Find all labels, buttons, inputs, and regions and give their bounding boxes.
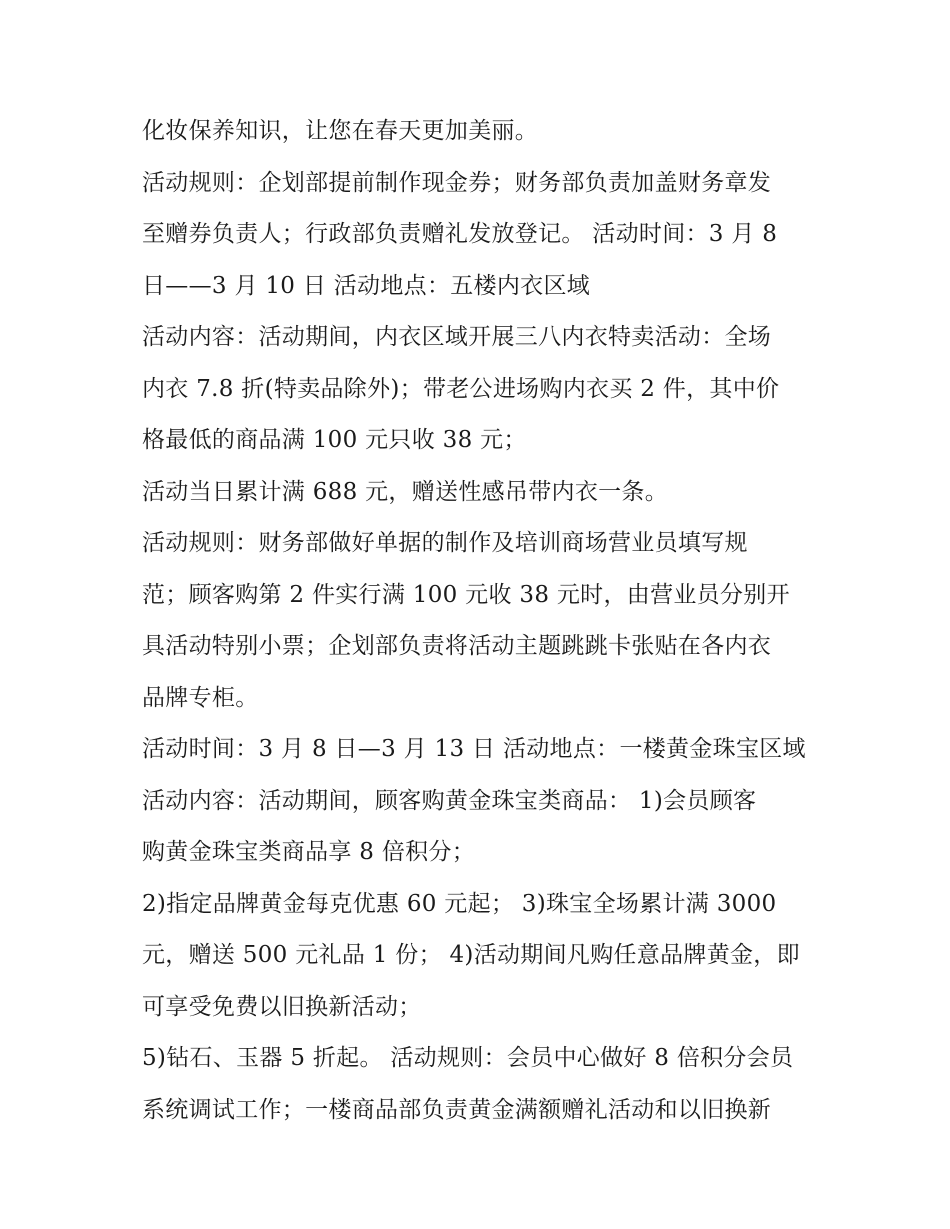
text-line: 活动规则：企划部提前制作现金券；财务部负责加盖财务章发 (142, 169, 772, 196)
text-line: 活动规则：财务部做好单据的制作及培训商场营业员填写规 (142, 530, 748, 556)
text-line: 格最低的商品满 100 元只收 38 元； (142, 427, 527, 453)
text-line: 2)指定品牌黄金每克优惠 60 元起； 3)珠宝全场累计满 3000 (142, 890, 777, 917)
text-line: 范；顾客购第 2 件实行满 100 元收 38 元时，由营业员分别开 (142, 581, 790, 608)
text-line: 活动时间：3 月 8 日—3 月 13 日 活动地点：一楼黄金珠宝区域 (142, 736, 806, 762)
text-line: 化妆保养知识，让您在春天更加美丽。 (142, 118, 539, 144)
text-line: 可享受免费以旧换新活动； (142, 993, 422, 1020)
text-line: 活动内容：活动期间，顾客购黄金珠宝类商品： 1)会员顾客 (142, 787, 757, 814)
text-line: 内衣 7.8 折(特卖品除外)；带老公进场购内衣买 2 件，其中价 (142, 375, 780, 402)
text-line: 购黄金珠宝类商品享 8 倍积分； (142, 839, 476, 865)
text-line: 活动内容：活动期间，内衣区域开展三八内衣特卖活动：全场 (142, 324, 772, 350)
text-line: 系统调试工作；一楼商品部负责黄金满额赠礼活动和以旧换新 (142, 1096, 772, 1123)
document-body (142, 106, 822, 1136)
text-line: 品牌专柜。 (142, 684, 259, 711)
text-line: 具活动特别小票；企划部负责将活动主题跳跳卡张贴在各内衣 (142, 633, 772, 659)
text-line: 活动当日累计满 688 元，赠送性感吊带内衣一条。 (142, 478, 669, 505)
text-line: 5)钻石、玉器 5 折起。 活动规则：会员中心做好 8 倍积分会员 (142, 1045, 794, 1071)
text-line: 日——3 月 10 日 活动地点：五楼内衣区域 (142, 272, 591, 299)
text-line: 元，赠送 500 元礼品 1 份； 4)活动期间凡购任意品牌黄金，即 (142, 942, 800, 968)
text-line: 至赠券负责人；行政部负责赠礼发放登记。 活动时间：3 月 8 (142, 221, 778, 247)
